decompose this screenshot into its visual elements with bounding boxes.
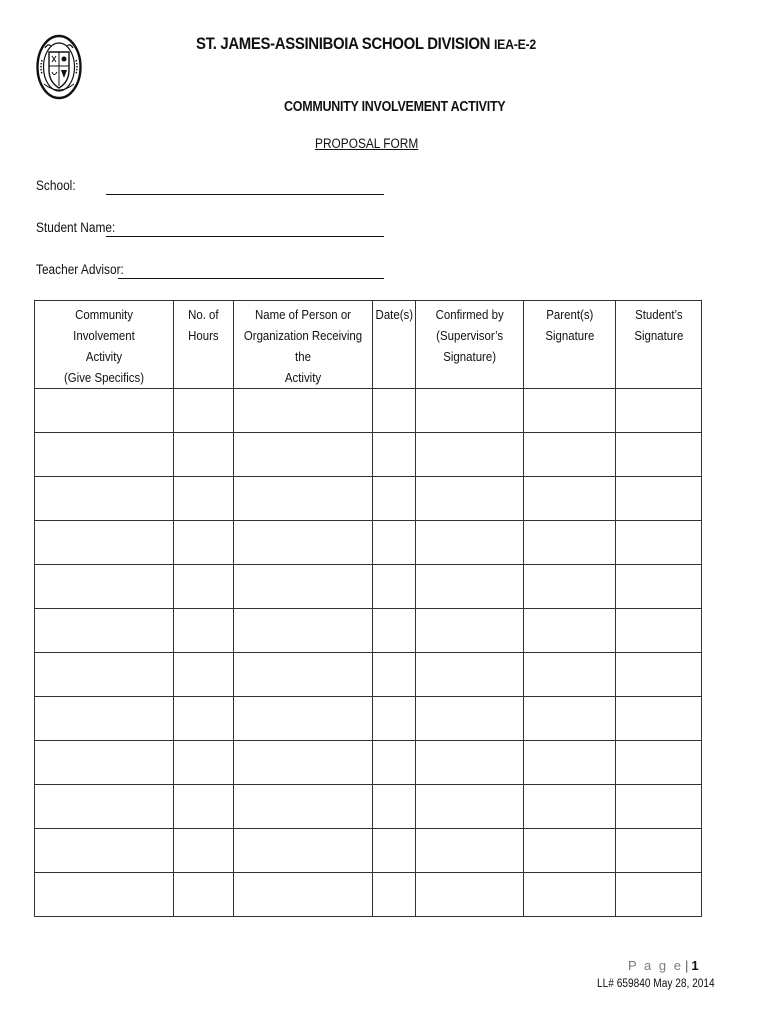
- school-label: School:: [36, 178, 76, 193]
- form-code: IEA-E-2: [494, 36, 536, 52]
- table-cell[interactable]: [35, 389, 174, 433]
- table-cell[interactable]: [234, 389, 373, 433]
- table-row: [35, 433, 702, 477]
- table-cell[interactable]: [373, 609, 416, 653]
- table-cell[interactable]: [416, 697, 524, 741]
- table-cell[interactable]: [616, 697, 702, 741]
- table-cell[interactable]: [174, 389, 234, 433]
- table-cell[interactable]: [616, 829, 702, 873]
- table-cell[interactable]: [234, 433, 373, 477]
- column-header-hours: No. of Hours: [188, 307, 219, 343]
- page-separator: |: [684, 958, 689, 973]
- table-cell[interactable]: [174, 565, 234, 609]
- table-cell[interactable]: [234, 609, 373, 653]
- table-cell[interactable]: [373, 829, 416, 873]
- table-cell[interactable]: [174, 477, 234, 521]
- table-cell[interactable]: [234, 697, 373, 741]
- table-cell[interactable]: [35, 697, 174, 741]
- table-cell[interactable]: [373, 785, 416, 829]
- table-cell[interactable]: [234, 829, 373, 873]
- table-cell[interactable]: [524, 433, 616, 477]
- table-cell[interactable]: [35, 477, 174, 521]
- column-header-student-signature: Student’s Signature: [634, 307, 683, 343]
- column-header: [234, 301, 373, 389]
- student-name-label: Student Name:: [36, 220, 116, 235]
- table-cell[interactable]: [174, 741, 234, 785]
- table-cell[interactable]: [416, 741, 524, 785]
- table-cell[interactable]: [35, 565, 174, 609]
- table-cell[interactable]: [234, 653, 373, 697]
- table-cell[interactable]: [35, 609, 174, 653]
- table-cell[interactable]: [373, 697, 416, 741]
- table-row: [35, 477, 702, 521]
- table-cell[interactable]: [524, 653, 616, 697]
- table-row: [35, 389, 702, 433]
- table-cell[interactable]: [524, 697, 616, 741]
- table-cell[interactable]: [524, 741, 616, 785]
- table-cell[interactable]: [416, 785, 524, 829]
- table-cell[interactable]: [416, 565, 524, 609]
- table-cell[interactable]: [174, 829, 234, 873]
- table-cell[interactable]: [234, 477, 373, 521]
- table-row: [35, 829, 702, 873]
- table-cell[interactable]: [234, 741, 373, 785]
- table-row: [35, 565, 702, 609]
- table-cell[interactable]: [174, 653, 234, 697]
- page-number: [628, 958, 699, 973]
- table-cell[interactable]: [373, 741, 416, 785]
- table-cell[interactable]: [35, 521, 174, 565]
- table-row: [35, 609, 702, 653]
- form-subtitle: [0, 136, 734, 151]
- table-cell[interactable]: [174, 521, 234, 565]
- document-reference: LL# 659840 May 28, 2014: [597, 978, 715, 990]
- table-cell[interactable]: [416, 521, 524, 565]
- table-cell[interactable]: [373, 477, 416, 521]
- table-row: [35, 873, 702, 917]
- table-cell[interactable]: [416, 873, 524, 917]
- table-cell[interactable]: [373, 565, 416, 609]
- column-header-activity: Community Involvement Activity (Give Specifics): [63, 307, 145, 385]
- teacher-advisor-field[interactable]: [118, 278, 384, 279]
- activity-table: [34, 300, 702, 917]
- table-cell[interactable]: [174, 433, 234, 477]
- table-cell[interactable]: [416, 389, 524, 433]
- table-cell[interactable]: [373, 433, 416, 477]
- table-cell[interactable]: [35, 741, 174, 785]
- table-cell[interactable]: [616, 565, 702, 609]
- table-cell[interactable]: [524, 609, 616, 653]
- table-cell[interactable]: [35, 785, 174, 829]
- column-header: [616, 301, 702, 389]
- table-cell[interactable]: [524, 829, 616, 873]
- student-name-field[interactable]: [106, 236, 384, 237]
- form-title: [0, 99, 770, 115]
- table-cell[interactable]: [524, 389, 616, 433]
- table-cell[interactable]: [416, 433, 524, 477]
- table-cell[interactable]: [524, 477, 616, 521]
- school-field[interactable]: [106, 194, 384, 195]
- table-cell[interactable]: [234, 873, 373, 917]
- table-header-row: [35, 301, 702, 389]
- table-cell[interactable]: [234, 785, 373, 829]
- table-cell[interactable]: [35, 829, 174, 873]
- table-cell[interactable]: [616, 609, 702, 653]
- table-cell[interactable]: [373, 873, 416, 917]
- teacher-advisor-label: Teacher Advisor:: [36, 262, 124, 277]
- table-cell[interactable]: [616, 785, 702, 829]
- school-division-seal-icon: [36, 34, 82, 100]
- table-cell[interactable]: [524, 521, 616, 565]
- table-cell[interactable]: [616, 741, 702, 785]
- table-cell[interactable]: [174, 609, 234, 653]
- table-cell[interactable]: [234, 521, 373, 565]
- column-header: [524, 301, 616, 389]
- table-cell[interactable]: [524, 565, 616, 609]
- table-cell[interactable]: [616, 873, 702, 917]
- table-cell[interactable]: [234, 565, 373, 609]
- table-row: [35, 741, 702, 785]
- table-row: [35, 697, 702, 741]
- table-cell[interactable]: [524, 785, 616, 829]
- table-cell[interactable]: [35, 873, 174, 917]
- table-cell[interactable]: [616, 433, 702, 477]
- form-subtitle-text: PROPOSAL FORM: [315, 136, 419, 151]
- table-cell[interactable]: [616, 521, 702, 565]
- table-body: [35, 389, 702, 917]
- column-header-confirmed-by: Confirmed by (Supervisor’s Signature): [435, 307, 504, 364]
- column-header: [416, 301, 524, 389]
- table-cell[interactable]: [416, 653, 524, 697]
- division-title: ST. JAMES-ASSINIBOIA SCHOOL DIVISION: [196, 34, 491, 53]
- table-cell[interactable]: [174, 785, 234, 829]
- column-header-parent-signature: Parent(s) Signature: [545, 307, 594, 343]
- table-cell[interactable]: [416, 829, 524, 873]
- form-title-text: COMMUNITY INVOLVEMENT ACTIVITY: [284, 99, 506, 115]
- page-number-value: 1: [691, 958, 699, 973]
- table-row: [35, 521, 702, 565]
- table-cell[interactable]: [373, 521, 416, 565]
- table-cell[interactable]: [174, 697, 234, 741]
- column-header: [373, 301, 416, 389]
- table-cell[interactable]: [416, 477, 524, 521]
- table-cell[interactable]: [616, 389, 702, 433]
- table-cell[interactable]: [174, 873, 234, 917]
- table-cell[interactable]: [524, 873, 616, 917]
- column-header-dates: Date(s): [375, 307, 414, 322]
- table-cell[interactable]: [373, 653, 416, 697]
- page-word: P a g e: [628, 958, 683, 973]
- column-header: [174, 301, 234, 389]
- table-row: [35, 653, 702, 697]
- column-header-recipient: Name of Person or Organization Receiving the Activity: [243, 307, 363, 385]
- table-row: [35, 785, 702, 829]
- table-cell[interactable]: [373, 389, 416, 433]
- table-cell[interactable]: [616, 653, 702, 697]
- table-cell[interactable]: [35, 653, 174, 697]
- table-cell[interactable]: [616, 477, 702, 521]
- table-cell[interactable]: [35, 433, 174, 477]
- column-header: [35, 301, 174, 389]
- table-cell[interactable]: [416, 609, 524, 653]
